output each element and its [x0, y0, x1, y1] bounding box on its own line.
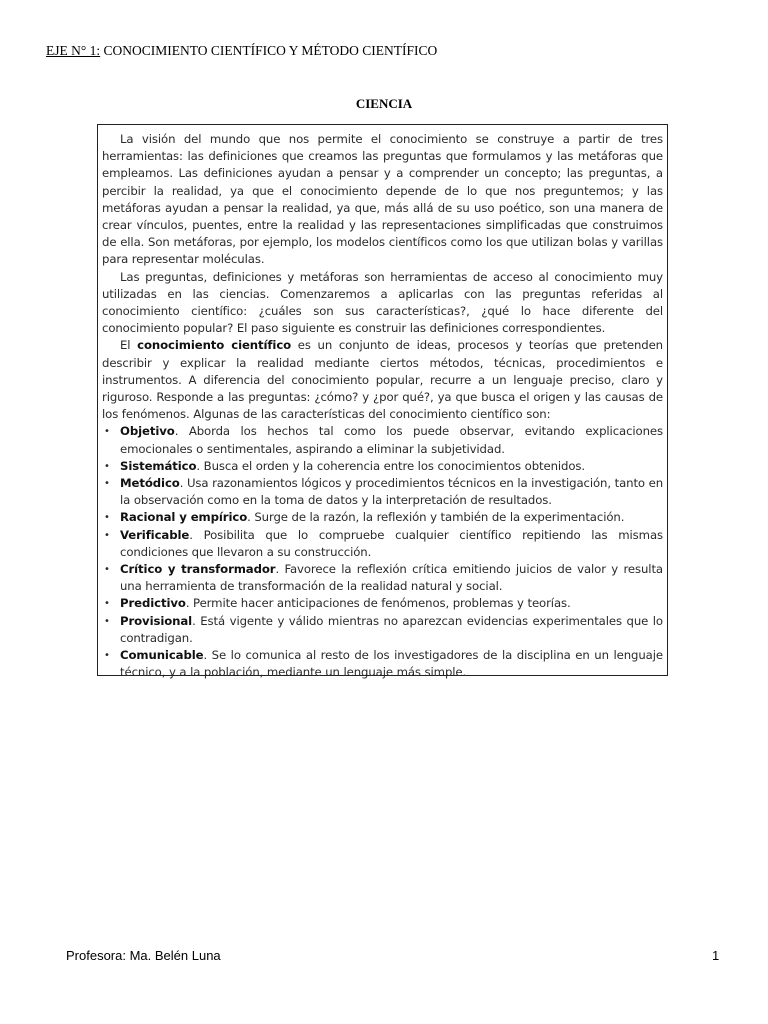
characteristic-text: . Usa razonamientos lógicos y procedimientos técnicos en la investigación, tanto en la observación como en la toma de datos y la interpretación de resultados. — [120, 476, 663, 508]
characteristic-text: . Aborda los hechos tal como los puede observar, evitando explicaciones emocionales o sentimentales, aspirando a eliminar la subjetividad. — [120, 424, 663, 456]
list-item — [102, 595, 663, 612]
characteristic-term: Sistemático — [120, 458, 197, 473]
characteristic-text: . Surge de la razón, la reflexión y también de la experimentación. — [247, 510, 625, 525]
bullet-icon: • — [104, 598, 110, 610]
bullet-icon: • — [104, 615, 110, 627]
bullet-icon: • — [104, 650, 110, 662]
definition-text: es un conjunto de ideas, procesos y teorías que pretenden describir y explicar la realidad mediante ciertos métodos, técnicas, procedimientos e instrumentos. A diferencia del conocimiento popular, recurre a un lenguaje preciso, claro y riguroso. Responde a las preguntas: ¿cómo? y ¿por qué?, ya que busca el origen y las causas de los fenómenos. Algunas de las características del conocimiento científico son: — [102, 338, 663, 422]
definition-lead: El — [120, 338, 131, 353]
characteristic-text: . Permite hacer anticipaciones de fenómenos, problemas y teorías. — [185, 596, 571, 611]
characteristic-term: Verificable — [120, 527, 190, 542]
characteristic-text: . Se lo comunica al resto de los investigadores de la disciplina en un lenguaje técnico, y a la población, mediante un lenguaje más simple. — [120, 648, 663, 680]
paragraph-intro: La visión del mundo que nos permite el conocimiento se construye a partir de tres herramientas: las definiciones que creamos las preguntas que formulamos y las metáforas que empleamos. Las definiciones ayudan a pensar y a comprender un concepto; las preguntas, a percibir la realidad, ya que el conocimiento depende de lo que nos preguntemos; y las metáforas ayudan a pensar la realidad, ya que, más allá de su uso poético, son una manera de crear vínculos, puentes, entre la realidad y las representaciones simplificadas que construimos de ella. Son metáforas, por ejemplo, los modelos científicos como los que utilizan bolas y varillas para representar moléculas. — [102, 132, 663, 267]
characteristic-text: . Favorece la reflexión crítica emitiendo juicios de valor y resulta una herramienta de transformación de la realidad natural y social. — [120, 562, 663, 594]
bullet-icon: • — [104, 478, 110, 490]
bullet-icon: • — [104, 426, 110, 438]
characteristic-text: . Está vigente y válido mientras no aparezcan evidencias experimentales que lo contradigan. — [120, 613, 663, 645]
characteristic-term: Crítico y transformador — [120, 562, 276, 577]
characteristics-list — [102, 423, 663, 681]
characteristic-term: Objetivo — [120, 424, 175, 439]
characteristic-text: . Busca el orden y la coherencia entre los conocimientos obtenidos. — [196, 458, 586, 473]
characteristic-text: . Posibilita que lo compruebe cualquier científico repitiendo las mismas condiciones que llevaron a su construcción. — [120, 527, 663, 559]
characteristic-term: Predictivo — [120, 596, 186, 611]
list-item — [102, 561, 663, 595]
paragraph-definition — [102, 337, 663, 423]
list-item — [102, 613, 663, 647]
bullet-icon: • — [104, 512, 110, 524]
paragraph-questions: Las preguntas, definiciones y metáforas son herramientas de acceso al conocimiento muy utilizadas en las ciencias. Comenzaremos a aplicarlas con las preguntas referidas al conocimiento científico: ¿cuáles son sus características?, ¿qué lo hace diferente del conocimiento popular? El paso siguiente es construir las definiciones correspondientes. — [102, 269, 663, 336]
bullet-icon: • — [104, 529, 110, 541]
bullet-icon: • — [104, 460, 110, 472]
characteristic-term: Provisional — [120, 613, 193, 628]
list-item — [102, 527, 663, 561]
characteristic-term: Metódico — [120, 476, 180, 491]
definition-term: conocimiento científico — [137, 338, 292, 353]
list-item — [102, 475, 663, 509]
list-item — [102, 647, 663, 681]
list-item — [102, 458, 663, 475]
axis-label: EJE N° 1: — [46, 43, 101, 58]
document-header — [46, 43, 437, 59]
section-title: CIENCIA — [355, 96, 413, 111]
bullet-icon: • — [104, 564, 110, 576]
axis-topic: CONOCIMIENTO CIENTÍFICO Y MÉTODO CIENTÍFICO — [103, 43, 438, 58]
list-item — [102, 509, 663, 526]
footer-author: Profesora: Ma. Belén Luna — [66, 948, 221, 963]
scanned-text-box — [97, 124, 668, 680]
characteristic-term: Racional y empírico — [120, 510, 248, 525]
characteristic-term: Comunicable — [120, 648, 204, 663]
page-number: 1 — [712, 948, 720, 963]
list-item — [102, 423, 663, 457]
